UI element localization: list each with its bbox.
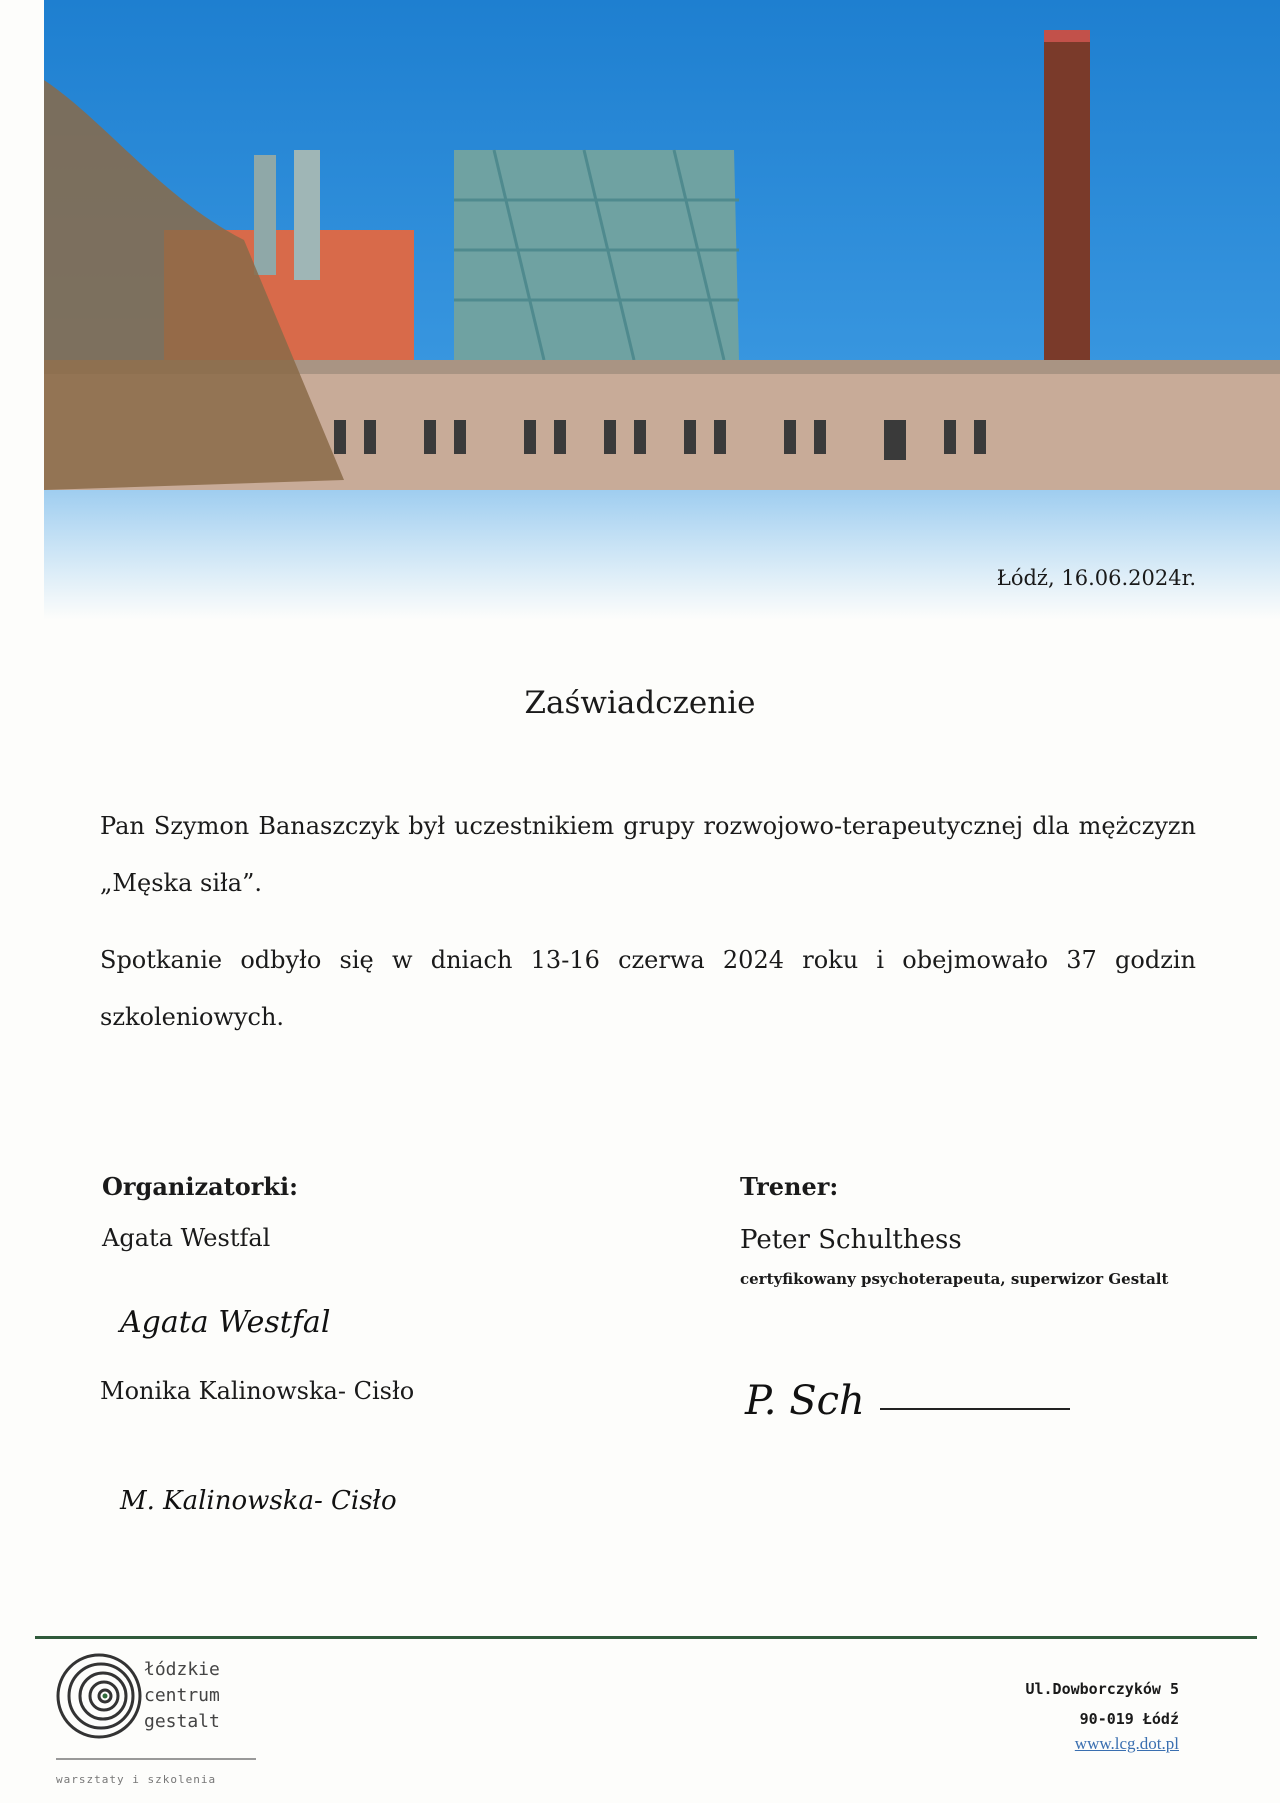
logo-tagline: warsztaty i szkolenia: [56, 1773, 217, 1786]
organizer-signature-2: M. Kalinowska- Cisło: [120, 1486, 397, 1516]
address-city: 90-019 Łódź: [1079, 1710, 1179, 1728]
logo-line-3: gestalt: [144, 1711, 220, 1732]
logo-divider: [56, 1758, 256, 1760]
trainer-label: Trener:: [740, 1172, 839, 1201]
meeting-details: Spotkanie odbyło się w dniach 13-16 czerwa 2024 roku i obejmowało 37 godzin szkoleniowych.: [100, 946, 1196, 1031]
spiral-logo-icon: [55, 1652, 143, 1740]
organizers-label: Organizatorki:: [102, 1172, 298, 1201]
trainer-signature: P. Sch: [745, 1378, 865, 1424]
logo-line-1: łódzkie: [144, 1659, 220, 1680]
signature-stroke: [880, 1408, 1070, 1410]
website-link[interactable]: www.lcg.dot.pl: [1074, 1734, 1179, 1753]
logo-text: [144, 1657, 220, 1735]
trainer-name: Peter Schulthess: [740, 1225, 962, 1255]
organizer-name-2: Monika Kalinowska- Cisło: [100, 1377, 415, 1405]
logo-line-2: centrum: [144, 1685, 220, 1706]
certificate-statement: Pan Szymon Banaszczyk był uczestnikiem grupy rozwojowo-terapeutycznej dla mężczyzn „Męska siła”.: [100, 812, 1196, 897]
address-street: Ul.Dowborczyków 5: [1025, 1680, 1179, 1698]
organizer-name-1: Agata Westfal: [102, 1224, 271, 1252]
document-date: Łódź, 16.06.2024r.: [996, 566, 1196, 590]
trainer-description: certyfikowany psychoterapeuta, superwizor Gestalt: [740, 1270, 1169, 1288]
header-photo-industrial-buildings: [44, 0, 1280, 620]
organizer-signature-1: Agata Westfal: [120, 1305, 331, 1340]
document-title: Zaświadczenie: [524, 685, 756, 721]
footer-divider: [35, 1636, 1257, 1639]
